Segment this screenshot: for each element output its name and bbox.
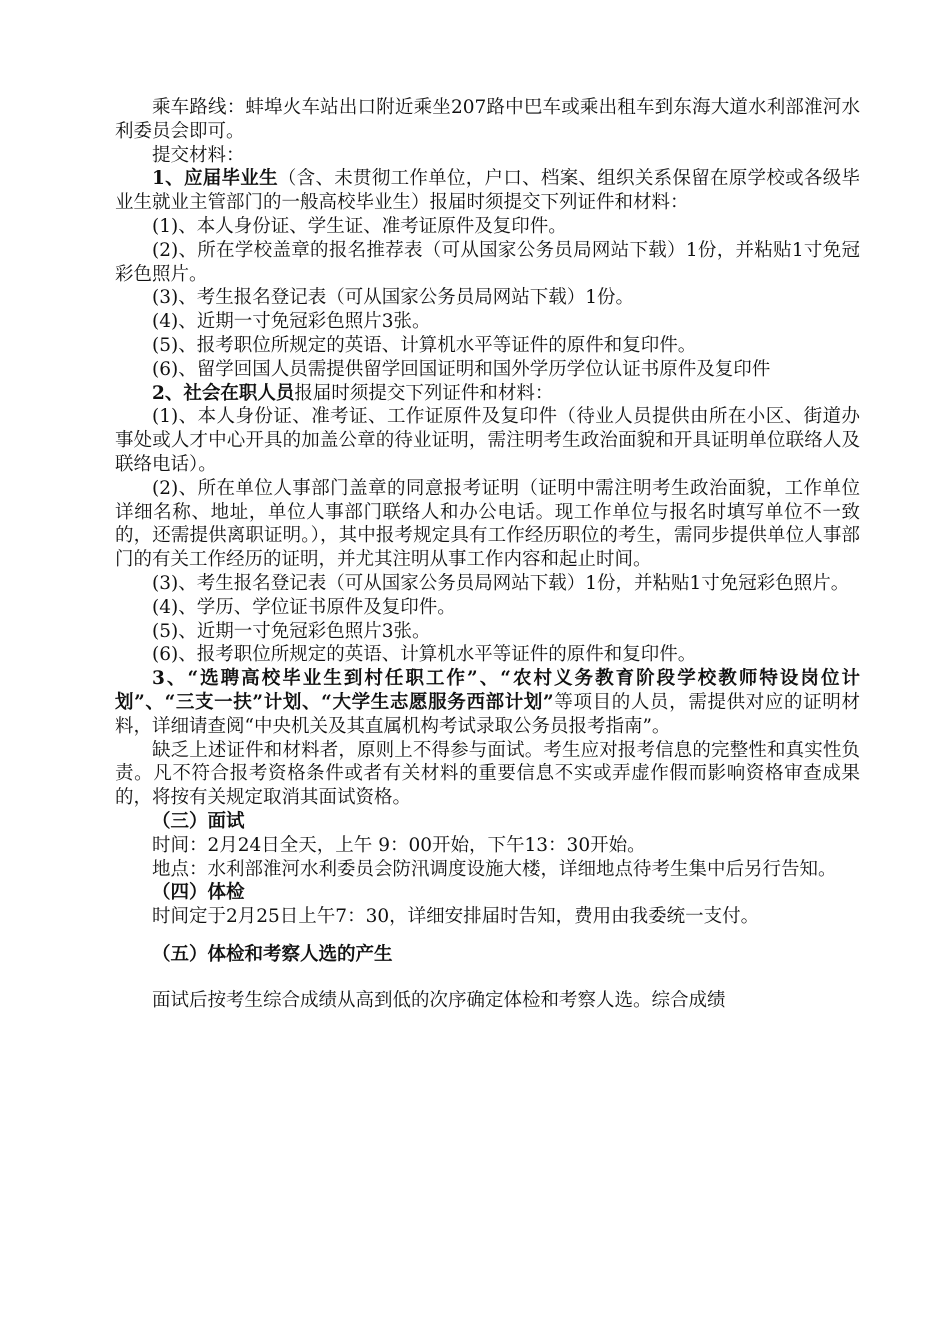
submit-title: 提交材料： (152, 144, 245, 166)
interview-heading: （三）面试 (152, 810, 245, 832)
physical-heading: （四）体检 (152, 882, 245, 904)
document-page (115, 96, 860, 1012)
selection-text: 面试后按考生综合成绩从高到低的次序确定体检和考察人选。综合成绩 (152, 989, 726, 1011)
interview-place: 地点：水利部淮河水利委员会防汛调度设施大楼，详细地点待考生集中后另行告知。 (152, 858, 837, 880)
section-2-heading: 2、社会在职人员 (152, 382, 295, 404)
section-1-text: （含、未贯彻工作单位，户口、档案、组织关系保留在原学校或各级毕业生就业主管部门的一般高校毕业生）报届时须提交下列证件和材料： (115, 168, 860, 214)
section-2-text: 报届时须提交下列证件和材料： (294, 382, 554, 404)
lack-paragraph: 缺乏上述证件和材料者，原则上不得参与面试。考生应对报考信息的完整性和真实性负责。凡不符合报考资格条件或者有关材料的重要信息不实或弄虚作假而影响资格审查成果的，将按有关规定取消其面试资格。 (115, 739, 860, 809)
section-3 (115, 667, 860, 738)
section-2-intro (115, 382, 860, 406)
s1-item: (2)、所在学校盖章的报名推荐表（可从国家公务员局网站下载）1份，并粘贴1寸免冠彩色照片。 (115, 239, 860, 285)
s1-item: (4)、近期一寸免冠彩色照片3张。 (152, 311, 431, 333)
section-3-text: 等项目的人员，需提供对应的证明材料，详细请查阅“中央机关及其直属机构考试录取公务员报考指南”。 (115, 691, 860, 737)
physical-time: 时间定于2月25日上午7：30，详细安排届时告知，费用由我委统一支付。 (152, 906, 760, 928)
section-3-heading: 3、“选聘高校毕业生到村任职工作”、“农村义务教育阶段学校教师特设岗位计划”、“三支一扶”计划、“大学生志愿服务西部计划” (115, 668, 860, 713)
section-1-intro (115, 167, 860, 215)
s2-item: (3)、考生报名登记表（可从国家公务员局网站下载）1份，并粘贴1寸免冠彩色照片。 (152, 572, 850, 594)
s2-item: (6)、报考职位所规定的英语、计算机水平等证件的原件和复印件。 (152, 644, 697, 666)
s1-item: (3)、考生报名登记表（可从国家公务员局网站下载）1份。 (152, 287, 634, 309)
route-paragraph: 乘车路线：蚌埠火车站出口附近乘坐207路中巴车或乘出租车到东海大道水利部淮河水利委员会即可。 (115, 97, 860, 142)
s2-item: (5)、近期一寸免冠彩色照片3张。 (152, 620, 431, 642)
s2-item: (4)、学历、学位证书原件及复印件。 (152, 596, 456, 618)
selection-heading: （五）体检和考察人选的产生 (152, 943, 393, 965)
section-1-heading: 1、应届毕业生 (152, 168, 278, 190)
s2-item: (1)、本人身份证、准考证、工作证原件及复印件（待业人员提供由所在小区、街道办事处或人才中心开具的加盖公章的待业证明，需注明考生政治面貌和开具证明单位联络人及联络电话）。 (115, 406, 860, 475)
interview-time: 时间：2月24日全天，上午 9：00开始，下午13：30开始。 (152, 834, 646, 856)
s1-item: (6)、留学回国人员需提供留学回国证明和国外学历学位认证书原件及复印件 (152, 358, 771, 380)
s1-item: (5)、报考职位所规定的英语、计算机水平等证件的原件和复印件。 (152, 334, 697, 356)
s1-item: (1)、本人身份证、学生证、准考证原件及复印件。 (152, 215, 567, 237)
s2-item: (2)、所在单位人事部门盖章的同意报考证明（证明中需注明考生政治面貌，工作单位详细名称、地址，单位人事部门联络人和办公电话。现工作单位与报名时填写单位不一致的，还需提供离职证明。），其中报考规定具有工作经历职位的考生，需同步提供单位人事部门的有关工作经历的证明，并尤其注明从事工作内容和起止时间。 (115, 477, 860, 571)
